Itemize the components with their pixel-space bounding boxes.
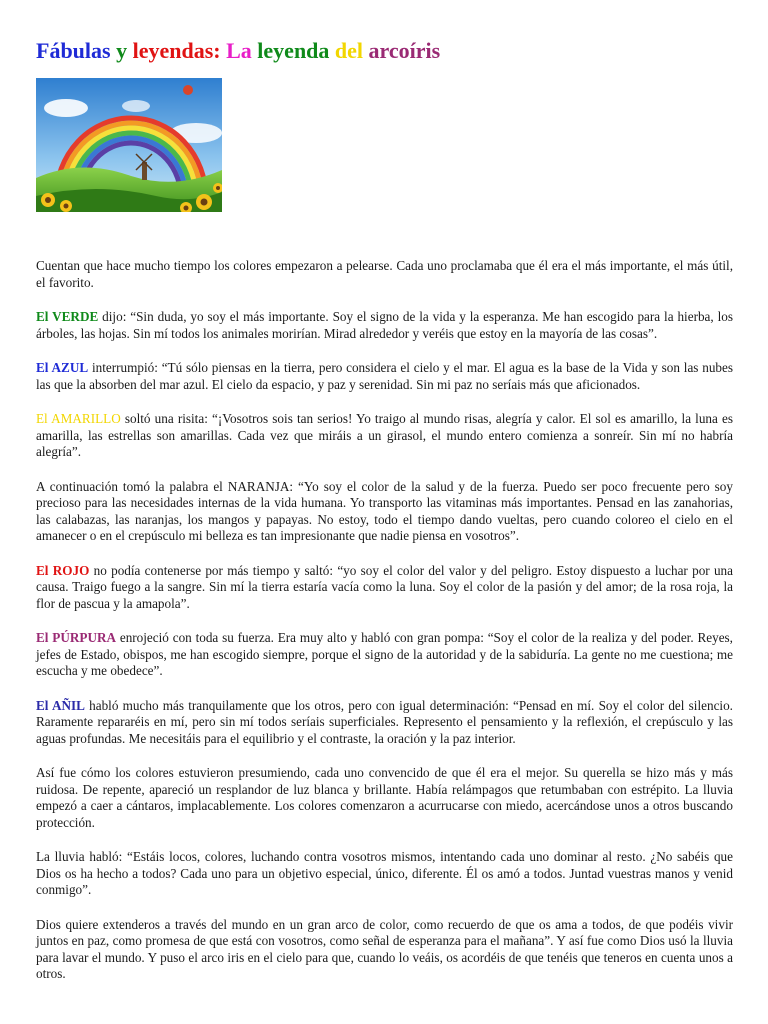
- title-colon: :: [213, 38, 221, 63]
- paragraph: La lluvia habló: “Estáis locos, colores, luchando contra vosotros mismos, intentando cada uno dominar al resto. ¿No sabéis que Dios os ha hecho a todos? Cada uno para un objetivo especial, único, diferente. Él os amó a todos. Juntad vuestras manos y venid conmigo”.: [36, 849, 733, 897]
- rainbow-landscape-illustration: [36, 78, 222, 212]
- paragraph-rojo: [36, 563, 733, 613]
- label-verde: El VERDE: [36, 309, 99, 324]
- title-word: leyenda: [257, 38, 330, 63]
- paragraph-verde: [36, 309, 733, 342]
- label-purpura: El PÚRPURA: [36, 630, 117, 645]
- page-title: [36, 38, 440, 64]
- paragraph-naranja: A continuación tomó la palabra el NARANJA: “Yo soy el color de la salud y de la fuerza. Puedo ser poco frecuente pero soy precioso para las necesidades internas de la vida humana. Yo transporto las vitaminas más importantes. Pensad en las zanahorias, las calabazas, las naranjas, los mangos y papayas. No estoy, todo el tiempo dando vueltas, pero cuando coloreo el cielo en el amanecer o en el crepúsculo mi belleza es tan impresionante que nadie piensa en vosotros”.: [36, 478, 733, 543]
- label-anil: El AÑIL: [36, 697, 85, 713]
- cloud-shape: [122, 100, 150, 112]
- label-rojo: El ROJO: [36, 562, 90, 578]
- paragraph-purpura: [36, 630, 733, 680]
- title-word: La: [226, 38, 252, 63]
- rainbow-illustration-svg: [36, 78, 222, 212]
- title-word: Fábulas: [36, 38, 111, 63]
- paragraph: Cuentan que hace mucho tiempo los colores empezaron a pelearse. Cada uno proclamaba que él era el más importante, el más útil, el favorito.: [36, 258, 733, 290]
- paragraph-text: no podía contenerse por más tiempo y saltó: “yo soy el color del valor y del peligro. Estoy dispuesto a luchar por una causa. Traigo fuego a la sangre. Sin mí la tierra estaría vacía como la luna. Soy el color de la pasión y del amor; de la rosa roja, la flor de pascua y la amapola”.: [36, 562, 733, 611]
- label-amarillo: El AMARILLO: [36, 411, 121, 426]
- paragraph-text: soltó una risita: “¡Vosotros sois tan serios! Yo traigo al mundo risas, alegría y calor. El sol es amarillo, la luna es amarilla, las estrellas son amarillas. Cada vez que miráis a un girasol, el mundo entero comienza a sonreír. Sin mí no habría alegría”.: [36, 411, 734, 459]
- paragraph-azul: [36, 360, 733, 393]
- label-azul: El AZUL: [36, 360, 89, 375]
- title-word: leyendas: [132, 38, 214, 63]
- paragraph-text: dijo: “Sin duda, yo soy el más importante. Soy el signo de la vida y la esperanza. Me han escogido para la hierba, los árboles, las hojas. Sin mí todos los animales morirían. Mirad alrededor y veréis que estoy en la mayoría de las cosas”.: [36, 309, 733, 341]
- title-word: y: [116, 38, 128, 63]
- paragraph: Dios quiere extenderos a través del mundo en un gran arco de color, como recuerdo de que os ama a todos, de que podéis vivir juntos en paz, como promesa de que está con vosotros, como señal de esperanza para el mañana”. Y así fue como Dios usó la lluvia para lavar el mundo. Y puso el arco iris en el cielo para que, cuando lo veáis, os acordéis de que tenéis que teneros en cuenta unos a otros.: [36, 916, 733, 981]
- paragraph-text: habló mucho más tranquilamente que los otros, pero con igual determinación: “Pensad en mí. Soy el color del silencio. Raramente repararéis en mí, pero sin mí todos seríais superficiales. Represento el pensamiento y la reflexión, el crepúsculo y las aguas profundas. Me necesitáis para el equilibrio y el contraste, la oración y la paz interior.: [36, 697, 733, 746]
- paragraph-anil: [36, 698, 733, 748]
- cloud-shape: [44, 99, 88, 117]
- balloon-shape: [183, 85, 193, 95]
- paragraph-text: enrojeció con toda su fuerza. Era muy alto y habló con gran pompa: “Soy el color de la realiza y del poder. Reyes, jefes de Estado, obispos, me han escogido siempre, porque el signo de la autoridad y de la sabiduría. La gente no me cuestiona; me escucha y me obedece”.: [36, 630, 733, 678]
- story-body: [36, 258, 733, 1001]
- paragraph: Así fue cómo los colores estuvieron presumiendo, cada uno convencido de que él era el mejor. Su querella se hizo más y más ruidosa. De repente, apareció un resplandor de luz blanca y brillante. Había relámpagos que retumbaban con estrépito. La lluvia empezó a caer a cántaros, implacablemente. Los colores comenzaron a acurrucarse con miedo, acercándose unos a otros buscando protección.: [36, 765, 733, 830]
- paragraph-text: interrumpió: “Tú sólo piensas en la tierra, pero considera el cielo y el mar. El agua es la base de la Vida y son las nubes las que la absorben del mar azul. El cielo da espacio, y paz y serenidad. Sin mi paz no seríais más que aficionados.: [36, 360, 733, 392]
- paragraph-amarillo: [36, 411, 733, 461]
- title-word: arcoíris: [368, 38, 441, 63]
- title-word: del: [334, 38, 364, 63]
